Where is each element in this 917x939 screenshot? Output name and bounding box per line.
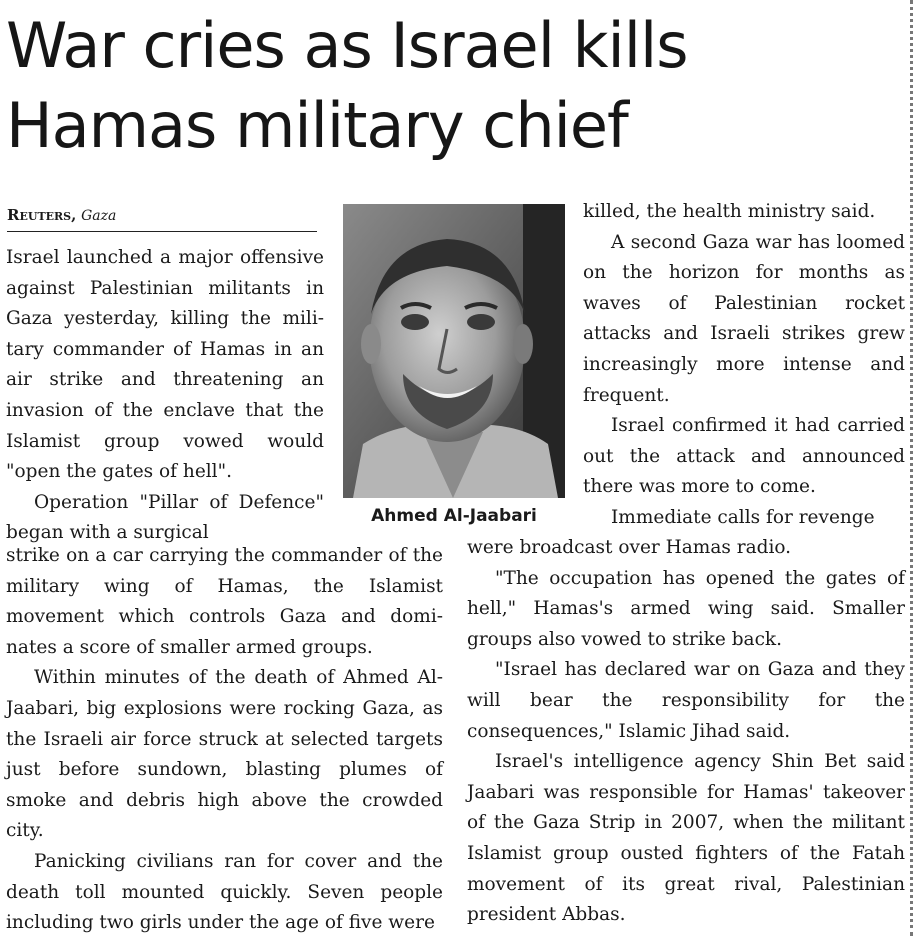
paragraph: A second Gaza war has loomed on the horizon for months as waves of Palestinian rocket attacks and Israeli strikes grew increasingly more intense and frequent. [583,231,905,406]
paragraph: Israel launched a major offensive against Palestinian militants in Gaza yesterday, killing the mili-tary commander of Hamas in an air strike and threatening an invasion of the enclave that the Islamist group vowed would "open the gates of hell". [6,247,324,483]
headline: War cries as Israel kills Hamas military chief [6,9,688,162]
paragraph: Israel's intelligence agency Shin Bet said Jaabari was responsible for Hamas' takeover of the Gaza Strip in 2007, when the militant Islamist group ousted fighters of the Fatah movement of its great rival, Palestinian president Abbas. [467,751,905,926]
paragraph: killed, the health ministry said. [583,201,876,222]
paragraph: were broadcast over Hamas radio. [467,537,792,558]
article-column-1-top [6,243,324,549]
paragraph: "The occupation has opened the gates of hell," Hamas's armed wing said. Smaller groups also vowed to strike back. [467,567,905,650]
portrait-photo [343,204,565,498]
portrait-image [343,204,565,498]
byline-place: Gaza [81,208,117,224]
paragraph: Panicking civilians ran for cover and the death toll mounted quickly. Seven people including two girls under the age of five were [6,850,443,934]
byline-agency: Reuters, [7,206,77,224]
paragraph: Israel confirmed it had carried out the attack and announced there was more to come. [583,415,905,498]
paragraph: strike on a car carrying the commander of the military wing of Hamas, the Islamist movement which controls Gaza and domi-nates a score of smaller armed groups. [6,545,443,658]
paragraph: Operation "Pillar of Defence" began with a surgical [6,491,324,544]
paragraph: Within minutes of the death of Ahmed Al-Jaabari, big explosions were rocking Gaza, as the Israeli air force struck at selected targets just before sundown, blasting plumes of smoke and debris high above the crowded city. [6,667,443,842]
photo-caption: Ahmed Al-Jaabari [371,506,537,526]
paragraph: "Israel has declared war on Gaza and they will bear the responsibility for the consequences," Islamic Jihad said. [467,659,905,742]
paragraph: Immediate calls for revenge [611,506,875,528]
article-column-2-top [583,197,905,534]
column-divider [910,0,913,936]
article-column-1-bottom [6,541,443,939]
article-column-2-bottom [467,533,905,931]
byline [7,206,317,232]
